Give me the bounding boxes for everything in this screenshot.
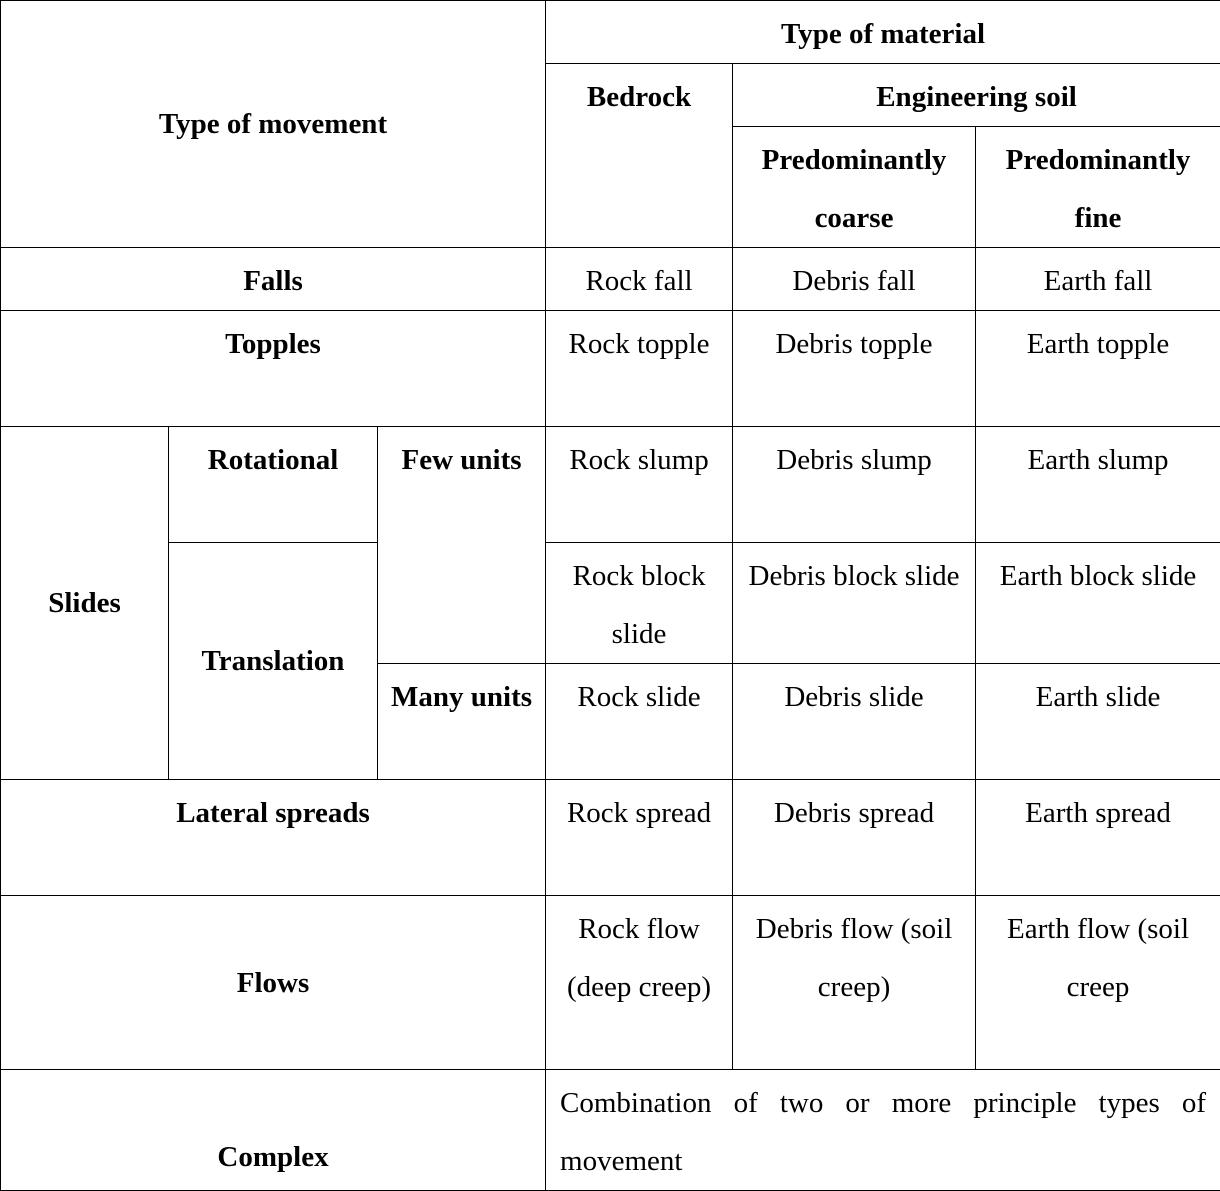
topples-coarse-cell: Debris topple: [733, 311, 976, 427]
bedrock-header: Bedrock: [546, 64, 733, 248]
table-row-topples: [1, 311, 1220, 427]
table-row-slides-rotational: [1, 427, 1220, 543]
table-row-lateral-spreads: [1, 780, 1220, 896]
falls-fine-cell: Earth fall: [976, 248, 1220, 311]
few-units-label: Few units: [378, 427, 546, 664]
engineering-soil-header: Engineering soil: [733, 64, 1220, 127]
slump-coarse-cell: Debris slump: [733, 427, 976, 543]
table-row-flows: [1, 896, 1220, 1070]
flows-label: Flows: [1, 896, 546, 1070]
table-row-falls: [1, 248, 1220, 311]
topples-fine-cell: Earth topple: [976, 311, 1220, 427]
slide-bedrock-cell: Rock slide: [546, 664, 733, 780]
slump-fine-cell: Earth slump: [976, 427, 1220, 543]
rotational-label: Rotational: [169, 427, 378, 543]
falls-coarse-cell: Debris fall: [733, 248, 976, 311]
many-units-label: Many units: [378, 664, 546, 780]
complex-label: Complex: [1, 1070, 546, 1191]
slump-bedrock-cell: Rock slump: [546, 427, 733, 543]
table-row-slides-block: [1, 543, 1220, 664]
predominantly-fine-header: Predominantly fine: [976, 127, 1220, 248]
header-row-1: [1, 1, 1220, 64]
topples-label: Topples: [1, 311, 546, 427]
block-slide-coarse-cell: Debris block slide: [733, 543, 976, 664]
spread-fine-cell: Earth spread: [976, 780, 1220, 896]
flow-bedrock-cell: Rock flow (deep creep): [546, 896, 733, 1070]
block-slide-bedrock-cell: Rock block slide: [546, 543, 733, 664]
slides-label: Slides: [1, 427, 169, 780]
lateral-spreads-label: Lateral spreads: [1, 780, 546, 896]
flow-coarse-cell: Debris flow (soil creep): [733, 896, 976, 1070]
falls-bedrock-cell: Rock fall: [546, 248, 733, 311]
slide-fine-cell: Earth slide: [976, 664, 1220, 780]
complex-description-cell: Combination of two or more principle types of movement: [546, 1070, 1220, 1191]
slide-coarse-cell: Debris slide: [733, 664, 976, 780]
spread-bedrock-cell: Rock spread: [546, 780, 733, 896]
predominantly-coarse-header: Predominantly coarse: [733, 127, 976, 248]
flow-fine-cell: Earth flow (soil creep: [976, 896, 1220, 1070]
type-of-material-header: Type of material: [546, 1, 1220, 64]
type-of-movement-header: Type of movement: [1, 1, 546, 248]
translation-label: Translation: [169, 543, 378, 780]
table-row-complex: [1, 1070, 1220, 1191]
block-slide-fine-cell: Earth block slide: [976, 543, 1220, 664]
topples-bedrock-cell: Rock topple: [546, 311, 733, 427]
falls-label: Falls: [1, 248, 546, 311]
spread-coarse-cell: Debris spread: [733, 780, 976, 896]
